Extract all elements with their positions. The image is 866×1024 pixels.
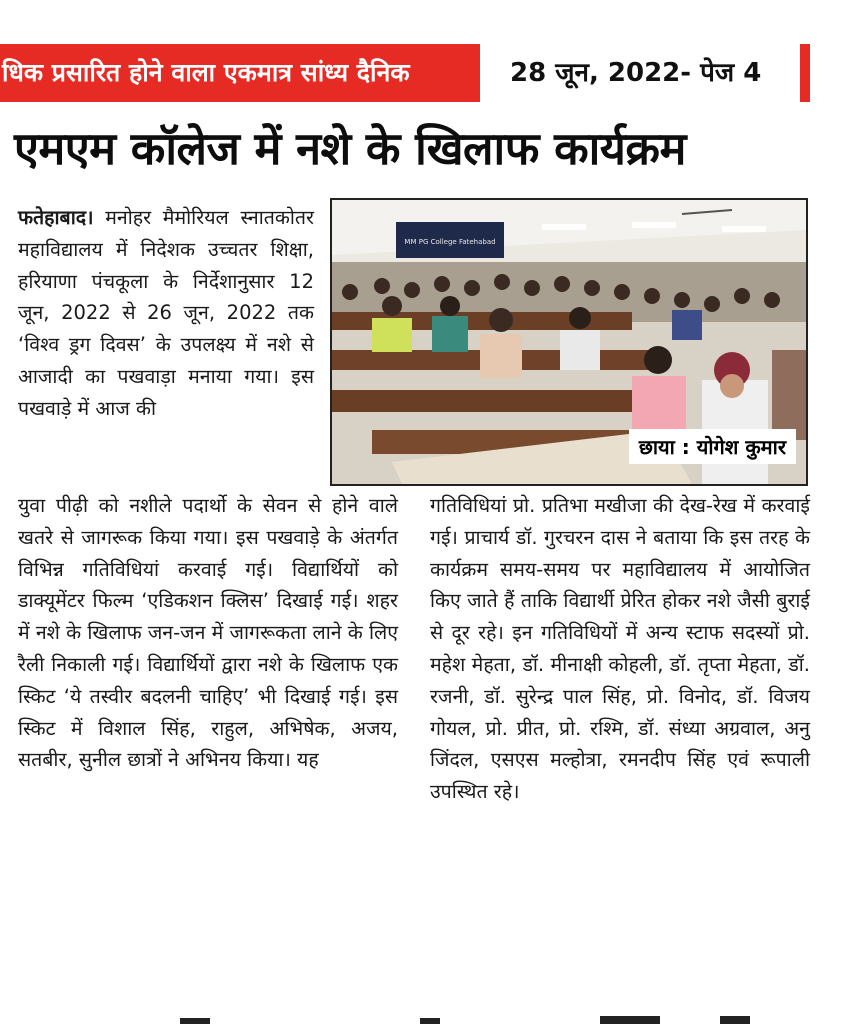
masthead-dateline: 28 जून, 2022- पेज 4 (510, 58, 762, 88)
article-dateline-place: फतेहाबाद। (18, 206, 94, 229)
college-banner-text: MM PG College Fatehabad (404, 238, 496, 246)
article-column-left-top (18, 202, 314, 425)
news-photo (330, 198, 808, 486)
masthead-accent-bar (800, 44, 810, 102)
article-text-left: युवा पीढ़ी को नशीले पदार्थो के सेवन से होने वाले खतरे से जागरूक किया गया। इस पखवाड़े के अंतर्गत विभिन्न गतिविधियां करवाई गई। विद्यार्थियों को डाक्यूमेंटर फिल्म ‘एडिकशन क्लिस’ दिखाई गई। शहर में नशे के खिलाफ जन-जन में जागरूकता लाने के लिए रैली निकाली गई। विद्यार्थियों द्वारा नशे के खिलाफ एक स्किट ‘ये तस्वीर बदलनी चाहिए’ भी दिखाई गई। इस स्किट में विशाल सिंह, राहुल, अभिषेक, अजय, सतबीर, सुनील छात्रों ने अभिनय किया। यह (18, 494, 399, 772)
article-column-left (18, 490, 398, 776)
article-text-left-top: मनोहर मैमोरियल स्नातकोतर महाविद्यालय में निदेशक उच्चतर शिक्षा, हरियाणा पंचकूला के निर्देशानुसार 12 जून, 2022 से 26 जून, 2022 तक ‘विश्व ड्रग दिवस’ के उपलक्ष्य में नशे से आजादी का पखवाड़ा मनाया गया। इस पखवाड़े में आज की (18, 206, 314, 420)
article-column-right (430, 490, 810, 808)
masthead-tagline: धिक प्रसारित होने वाला एकमात्र सांध्य दैनिक (0, 44, 480, 102)
next-article-cutoff (0, 1012, 866, 1024)
article-headline: एमएम कॉलेज में नशे के खिलाफ कार्यक्रम (14, 122, 686, 175)
photo-credit: छाया : योगेश कुमार (629, 429, 796, 464)
masthead (0, 44, 812, 102)
article-text-right: गतिविधियां प्रो. प्रतिभा मखीजा की देख-रेख में करवाई गई। प्राचार्य डॉ. गुरचरन दास ने बताया कि इस तरह के कार्यक्रम समय-समय पर महाविद्यालय में आयोजित किए जाते हैं ताकि विद्यार्थी प्रेरित होकर नशे जैसी बुराई से दूर रहे। इन गतिविधियों में अन्य स्टाफ सदस्यों प्रो. महेश मेहता, डॉ. मीनाक्षी कोहली, डॉ. तृप्ता मेहता, डॉ. रजनी, डॉ. सुरेन्द्र पाल सिंह, प्रो. विनोद, डॉ. विजय गोयल, प्रो. प्रीत, प्रो. रश्मि, डॉ. संध्या अग्रवाल, अनु जिंदल, एसएस मल्होत्रा, रमनदीप सिंह एवं रूपाली उपस्थित रहे। (430, 494, 810, 804)
